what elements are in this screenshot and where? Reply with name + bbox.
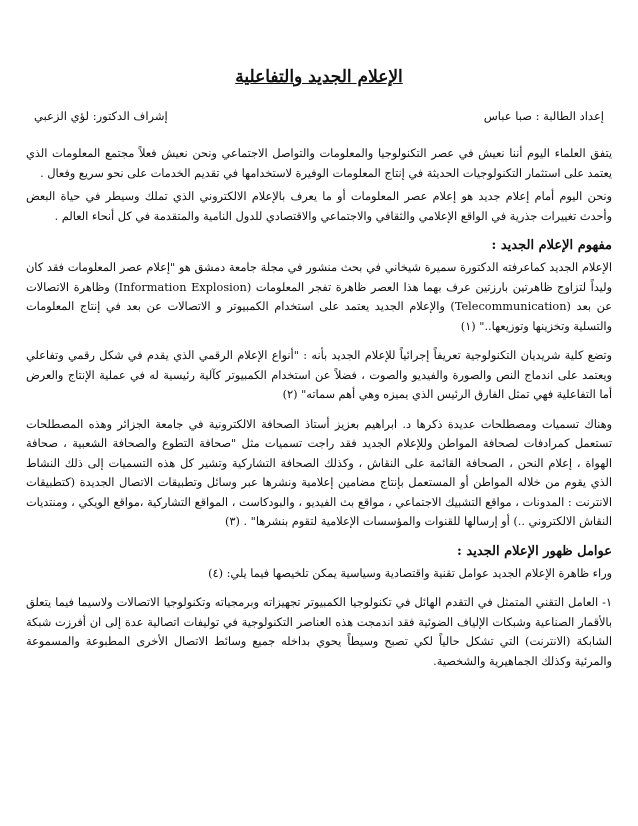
section-heading-factors: عوامل ظهور الإعلام الجديد : — [457, 543, 612, 559]
document-title: الإعلام الجديد والتفاعلية — [235, 67, 403, 87]
intro-paragraph-1: يتفق العلماء اليوم أننا نعيش في عصر التكنولوجيا والمعلومات والتواصل الاجتماعي ونحن نعيش فعلاً مجتمع المعلومات الذي يعتمد على استثمار التكنولوجيات الحديثة في إنتاج المعلومات الوفيرة لاستخدامها في تقديم الخدمات على نحو سريع وفعال . — [26, 147, 612, 180]
document-page — [26, 66, 612, 681]
supervisor-name: إشراف الدكتور: لؤي الزعبي — [34, 109, 168, 123]
factors-intro: وراء ظاهرة الإعلام الجديد عوامل تقنية واقتصادية وسياسية يمكن تلخيصها فيما يلي: (٤) — [208, 566, 612, 580]
definition-text-a: الإعلام الجديد كماعرفته الدكتورة سميرة شيخاني في بحث منشور في مجلة جامعة دمشق هو "إعلام عصر المعلومات فقد كان وليداً لتزاوج ظاهرتين بارزتين عرف بهما هذا العصر ظاهرة تفجر المعلومات — [26, 261, 612, 294]
definition-paragraph-1 — [26, 258, 612, 336]
student-name: إعداد الطالبة : صبا عباس — [483, 109, 604, 123]
intro-paragraph-2: ونحن اليوم أمام إعلام جديد هو إعلام عصر المعلومات أو ما يعرف بالإعلام الالكتروني الذي تملك وسيطر في حياة البعض وأحدث تغييرات جذرية في الواقع الإعلامي والثقافي والاجتماعي والاقتصادي للدول النامية والمتقدمة في كل أنحاء العالم . — [26, 190, 612, 223]
english-term-telecommunication: (Telecommunication) — [450, 300, 571, 313]
english-term-information-explosion: (Information Explosion) — [114, 280, 252, 294]
factor-1-paragraph: ١- العامل التقني المتمثل في التقدم الهائل في تكنولوجيا الكمبيوتر تجهيزاته وبرمجياته وتكنولوجيا الاتصالات ولاسيما فيما يتعلق بالأقمار الصناعية وشبكات الإلياف الضوئية فقد اندمجت هذه العناصر التكنولوجية في توليفات اتصالية عدة إلى ان أفرزت شبكة الشابكة (الانترنت) التي تشكل حالياً لكي تصبح وسيطاً يحوي بداخله جميع وسائط الاتصال الأخرى المطبوعة والمسموعة والمرئية وكذلك الجماهيرية والشخصية. — [26, 596, 612, 668]
definition-text-mid: وظاهرة الاتصالات عن بعد — [26, 280, 612, 313]
author-info — [34, 108, 604, 124]
terms-paragraph: وهناك تسميات ومصطلحات عديدة ذكرها د. ابراهيم بعزيز أستاذ الصحافة الالكترونية في جامعة الجزائر وهذه المصطلحات تستعمل كمرادفات لصحافة المواطن وللإعلام الجديد فقد راجت تسميات مثل "صحافة التطوع والصحافة الشعبية ، صحافة الهواة ، إعلام النحن ، الصحافة القائمة على النقاش ، وكذلك الصحافة التشاركية وتشير كل هذه التسميات إلى ذلك النشاط الذي يقوم من خلاله المواطن أو المستعمل بإنتاج مضامين إعلامية ونشرها عبر وسائل وتطبيقات الاتصال الجديدة (كتطبيقات الانترنت : المدونات ، مواقع التشبيك الاجتماعي ، مواقع بث الفيديو ، والبودكاست ، المواقع التشاركية ،مواقع الويكي ، ومنتديات النقاش الالكتروني ..) أو إرسالها للقنوات والمؤسسات الإعلامية لتقوم بنشرها" . (٣) — [26, 417, 612, 528]
definition-paragraph-2: وتضع كلية شريديان التكنولوجية تعريفاً إجرائياً للإعلام الجديد بأنه : "أنواع الإعلام الرقمي الذي يقدم في شكل رقمي وتفاعلي ويعتمد على اندماج النص والصورة والفيديو والصوت ، فضلاً عن استخدام الكمبيوتر كآلية رئيسية له في عملية الإنتاج والعرض أما التفاعلية فهي تمثل الفارق الرئيس الذي يميزه وهي أهم سماته" (٢) — [26, 349, 612, 401]
section-heading-concept: مفهوم الإعلام الجديد : — [491, 238, 612, 253]
definition-text-end: والإعلام الجديد يعتمد على استخدام الكمبيوتر و الاتصالات عن بعد في إنتاج المعلومات والتسلية وتخزينها وتوزيعها.." (١) — [26, 300, 612, 333]
